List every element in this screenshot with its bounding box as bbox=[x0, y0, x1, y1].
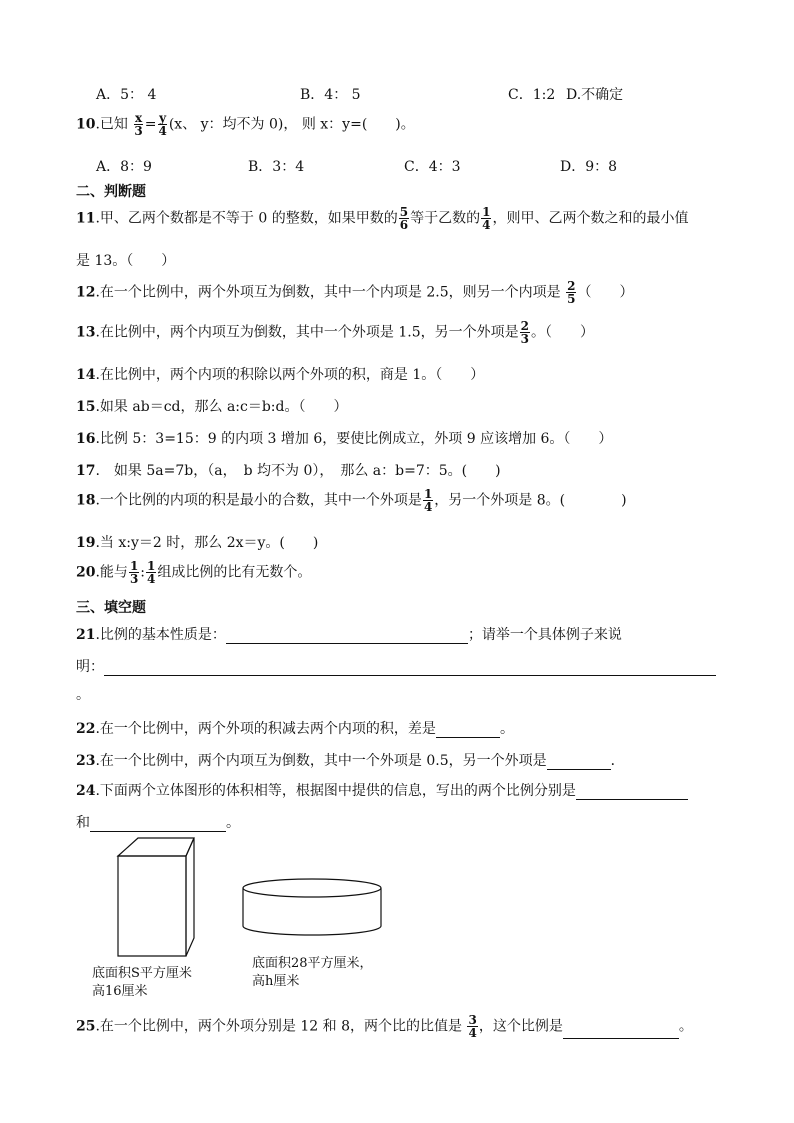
question-number: 10 bbox=[76, 116, 96, 133]
fraction: $\frac{5}{6}$ bbox=[399, 205, 409, 232]
question-21: 21.比例的基本性质是： ；请举一个具体例子来说 bbox=[76, 627, 622, 643]
prism-label-height: 高16厘米 bbox=[92, 984, 148, 999]
fraction: $\frac{x}{3}$ bbox=[134, 111, 143, 138]
question-10: 10.已知 $\frac{x}{3}$ = $\frac{y}{4}$ (x、 y：均不为 0)， 则 x：y=( )。 bbox=[76, 111, 415, 138]
question-25: 25.在一个比例中，两个外项分别是 12 和 8，两个比的比值是 $\frac{3}{4}$ ，这个比例是 。 bbox=[76, 1013, 693, 1040]
fraction: $\frac{2}{5}$ bbox=[567, 279, 576, 306]
q9-option-b: B．4： 5 bbox=[300, 87, 361, 103]
question-18: 18.一个比例的内项的积是最小的合数，其中一个外项是 $\frac{1}{4}$ ，另一个外项是 8。( ) bbox=[76, 487, 627, 514]
question-11-line2: 是 13。（ ） bbox=[76, 253, 176, 269]
answer-blank[interactable] bbox=[226, 629, 468, 644]
rectangular-prism-figure bbox=[110, 834, 200, 960]
fraction: $\frac{1}{4}$ bbox=[147, 559, 156, 586]
question-20: 20.能与 $\frac{1}{3}$ : $\frac{1}{4}$ 组成比例的比有无数个。 bbox=[76, 559, 312, 586]
question-21-line2: 明： bbox=[76, 656, 716, 676]
question-number: 11 bbox=[76, 210, 96, 227]
question-21-line3: 。 bbox=[76, 687, 90, 703]
question-number: 12 bbox=[76, 284, 96, 301]
answer-blank[interactable] bbox=[104, 661, 716, 676]
fraction: $\frac{1}{4}$ bbox=[482, 205, 491, 232]
question-16: 16.比例 5：3=15：9 的内项 3 增加 6，要使比例成立，外项 9 应该增加 6。（ ） bbox=[76, 431, 613, 447]
prism-label-area: 底面积S平方厘米 bbox=[92, 966, 192, 981]
cylinder-label-height: 高h厘米 bbox=[252, 974, 300, 989]
q10-option-a: A．8：9 bbox=[96, 159, 152, 175]
q10-option-b: B．3：4 bbox=[248, 159, 305, 175]
question-number: 13 bbox=[76, 324, 96, 341]
question-14: 14.在比例中，两个内项的积除以两个外项的积，商是 1。（ ） bbox=[76, 367, 485, 383]
answer-blank[interactable] bbox=[90, 817, 226, 832]
question-19: 19.当 x:y＝2 时，那么 2x＝y。( ) bbox=[76, 535, 319, 551]
cylinder-label-area: 底面积28平方厘米， bbox=[252, 956, 373, 971]
question-23: 23.在一个比例中，两个内项互为倒数，其中一个外项是 0.5，另一个外项是 ． bbox=[76, 753, 625, 769]
answer-blank[interactable] bbox=[547, 755, 611, 770]
answer-blank[interactable] bbox=[563, 1024, 679, 1039]
fraction: $\frac{1}{3}$ bbox=[129, 559, 139, 586]
question-12: 12.在一个比例中，两个外项互为倒数，其中一个内项是 2.5，则另一个内项是 $\frac{2}{5}$ （ ） bbox=[76, 279, 634, 306]
fraction: $\frac{y}{4}$ bbox=[158, 111, 167, 138]
section-heading-judgment: 二、判断题 bbox=[76, 184, 146, 200]
q10-option-d: D．9：8 bbox=[560, 159, 618, 175]
question-15: 15.如果 ab＝cd，那么 a:c＝b:d。（ ） bbox=[76, 399, 348, 415]
fraction: $\frac{1}{4}$ bbox=[423, 487, 433, 514]
fraction: $\frac{3}{4}$ bbox=[468, 1013, 477, 1040]
q9-option-d: D.不确定 bbox=[566, 87, 624, 103]
question-22: 22.在一个比例中，两个外项的积减去两个内项的积，差是 。 bbox=[76, 721, 514, 737]
question-24: 24.下面两个立体图形的体积相等，根据图中提供的信息，写出的两个比例分别是 bbox=[76, 780, 688, 800]
answer-blank[interactable] bbox=[576, 785, 688, 800]
question-13: 13.在比例中，两个内项互为倒数，其中一个外项是 1.5，另一个外项是 $\frac{2}{3}$ 。（ ） bbox=[76, 319, 595, 346]
q9-option-a: A．5： 4 bbox=[96, 87, 157, 103]
answer-blank[interactable] bbox=[436, 723, 500, 738]
question-24-line2: 和 。 bbox=[76, 815, 240, 831]
question-11: 11.甲、乙两个数都是不等于 0 的整数，如果甲数的 $\frac{5}{6}$ 等于乙数的 $\frac{1}{4}$ ，则甲、乙两个数之和的最小值 bbox=[76, 205, 689, 232]
fraction: $\frac{2}{3}$ bbox=[520, 319, 530, 346]
cylinder-figure bbox=[238, 876, 386, 942]
q10-option-c: C．4：3 bbox=[404, 159, 461, 175]
q9-option-c: C．1:2 bbox=[508, 87, 556, 103]
section-heading-fill: 三、填空题 bbox=[76, 600, 146, 616]
question-17: 17. 如果 5a=7b，（a， b 均不为 0）， 那么 a：b=7：5。( ) bbox=[76, 463, 501, 479]
